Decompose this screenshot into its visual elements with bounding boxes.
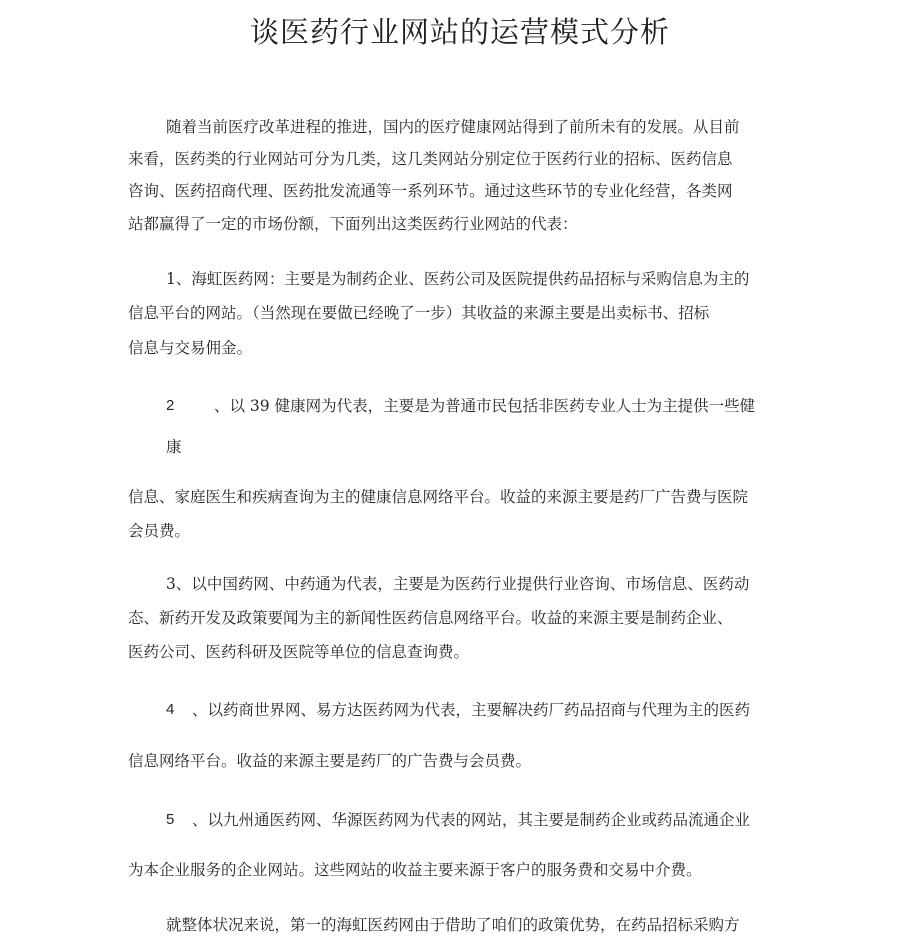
page-title: 谈医药行业网站的运营模式分析 (249, 15, 670, 49)
item2-number: 2 (166, 397, 175, 414)
conclusion-line-1: 就整体状况来说，第一的海虹医药网由于借助了咱们的政策优势，在药品招标采购方 (166, 916, 740, 934)
item2-line-3: 信息、家庭医生和疾病查询为主的健康信息网络平台。收益的来源主要是药厂广告费与医院 (128, 488, 749, 506)
item5-number: 5 (166, 811, 175, 828)
item3-line-2: 态、新药开发及政策要闻为主的新闻性医药信息网络平台。收益的来源主要是制药企业、 (128, 609, 733, 627)
item4-number: 4 (166, 701, 175, 718)
intro-line-4: 站都赢得了一定的市场份额，下面列出这类医药行业网站的代表： (128, 215, 578, 233)
item5-line-1: 、以九州通医药网、华源医药网为代表的网站，其主要是制药企业或药品流通企业 (192, 811, 751, 829)
item4-line-1: 、以药商世界网、易方达医药网为代表，主要解决药厂药品招商与代理为主的医药 (192, 701, 751, 719)
item1-line-1: 1、海虹医药网：主要是为制药企业、医药公司及医院提供药品招标与采购信息为主的 (166, 270, 750, 288)
item5-line-2: 为本企业服务的企业网站。这些网站的收益主要来源于客户的服务费和交易中介费。 (128, 861, 702, 879)
item3-line-3: 医药公司、医药科研及医院等单位的信息查询费。 (128, 643, 470, 661)
item1-line-2: 信息平台的网站。（当然现在要做已经晚了一步）其收益的来源主要是出卖标书、招标 (128, 304, 710, 322)
item2-line-1: 、以 39 健康网为代表，主要是为普通市民包括非医药专业人士为主提供一些健 (214, 397, 756, 415)
item3-line-1: 3、以中国药网、中药通为代表，主要是为医药行业提供行业咨询、市场信息、医药动 (166, 575, 750, 593)
item2-line-4: 会员费。 (128, 522, 191, 540)
intro-line-1: 随着当前医疗改革进程的推进，国内的医疗健康网站得到了前所未有的发展。从目前 (166, 118, 740, 136)
item1-line-3: 信息与交易佣金。 (128, 339, 253, 357)
item4-line-2: 信息网络平台。收益的来源主要是药厂的广告费与会员费。 (128, 752, 532, 770)
item2-line-2: 康 (166, 438, 182, 456)
intro-line-3: 咨询、医药招商代理、医药批发流通等一系列环节。通过这些环节的专业化经营，各类网 (128, 182, 733, 200)
intro-line-2: 来看，医药类的行业网站可分为几类，这几类网站分别定位于医药行业的招标、医药信息 (128, 150, 733, 168)
